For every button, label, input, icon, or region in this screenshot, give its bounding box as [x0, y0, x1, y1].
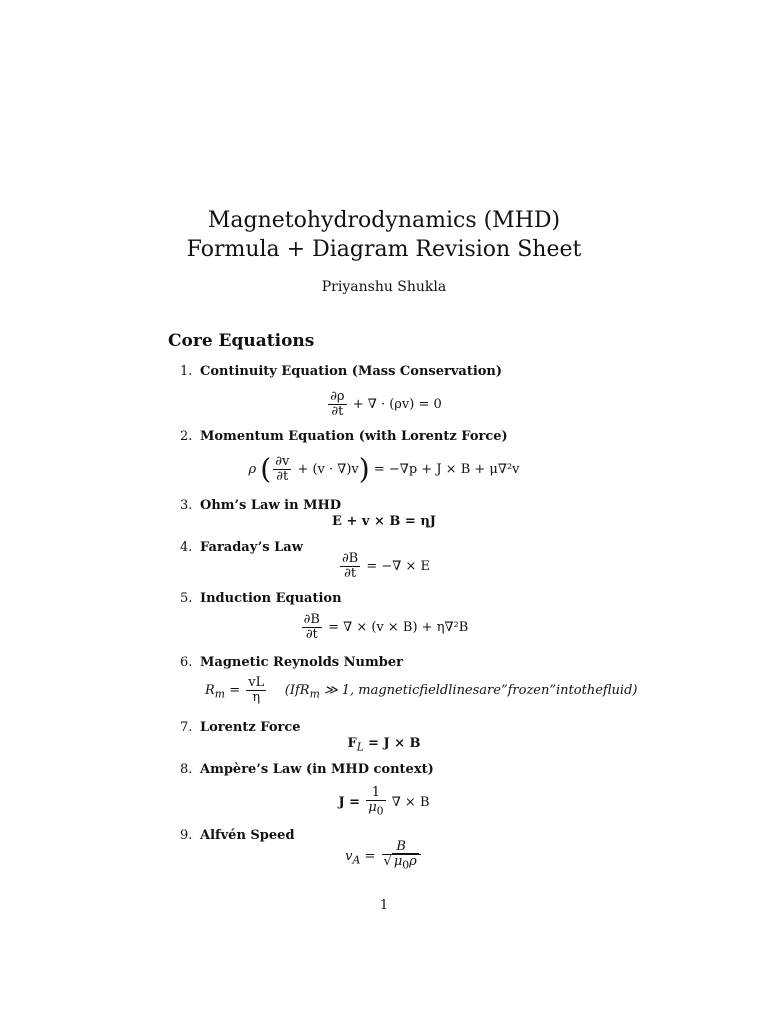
item-label: Ampère’s Law (in MHD context) [200, 762, 434, 777]
equation-alfven: $v_A$ = $\frac{B}{√ \mu_0\rho}$ [0, 840, 768, 873]
item-continuity [180, 364, 502, 379]
note-rest: ≫ 1, magneticfieldlinesare”frozen”intothefluid) [324, 683, 638, 698]
subscript: m [214, 687, 226, 701]
mu-symbol: μ [393, 854, 403, 869]
mu-symbol: μ [368, 800, 377, 815]
right-paren: ) [358, 452, 370, 486]
mu-subscript: 0 [402, 858, 410, 872]
item-label: Magnetic Reynolds Number [200, 655, 403, 670]
item-number: 9. [180, 828, 193, 843]
author: Priyanshu Shukla [321, 279, 447, 295]
lhs: F [347, 736, 357, 751]
equation-reynolds: $R_m$ = $\frac{vL}{\eta}$ (IfR$_m$ ≫ 1, magneticfieldlinesare”frozen”intothefluid) [205, 675, 638, 705]
fraction [273, 455, 291, 484]
rho-symbol: ρ [409, 854, 417, 869]
left-paren: ( [260, 452, 272, 486]
page-number: 1 [379, 898, 389, 913]
item-label: Lorentz Force [200, 720, 301, 735]
item-number: 3. [180, 498, 193, 513]
lhs: v [345, 848, 353, 864]
equation-rest: ∇ × B [391, 794, 430, 810]
equation-continuity [0, 390, 768, 419]
fraction [366, 786, 385, 819]
subscript: A [352, 853, 361, 867]
numerator [382, 840, 421, 854]
sqrt-radicand [392, 853, 419, 872]
equation-momentum [0, 452, 768, 486]
equation-lorentz [0, 736, 768, 754]
item-label: Alfvén Speed [200, 828, 295, 843]
fraction [328, 390, 346, 419]
equation-rest: + ∇ · (ρv) = 0 [352, 397, 442, 412]
item-ohm [180, 498, 341, 513]
equation-ampere [0, 786, 768, 819]
denominator-subscript: 0 [376, 804, 384, 818]
numerator: ∂v [275, 454, 290, 469]
lhs: R [205, 683, 215, 698]
denominator: ∂t [328, 404, 346, 419]
item-label: Faraday’s Law [200, 540, 303, 555]
numerator: ∂ρ [330, 389, 345, 404]
item-number: 7. [180, 720, 193, 735]
numerator: 1 [371, 785, 381, 800]
fraction [302, 613, 322, 642]
denominator: ∂t [302, 627, 322, 642]
numerator: vL [248, 675, 265, 690]
item-reynolds [180, 655, 403, 670]
item-label: Momentum Equation (with Lorentz Force) [200, 429, 508, 444]
item-number: 5. [180, 591, 193, 606]
item-number: 6. [180, 655, 193, 670]
fraction [382, 840, 421, 873]
title-line-1: Magnetohydrodynamics (MHD) [207, 208, 561, 233]
equation-inner: + (v · ∇)v [297, 462, 359, 477]
lhs: J = [338, 794, 361, 810]
item-number: 4. [180, 540, 193, 555]
item-label: Induction Equation [200, 591, 342, 606]
equation-text: E + v × B = ηJ [332, 514, 436, 529]
equation-induction [0, 613, 768, 642]
item-label: Ohm’s Law in MHD [200, 498, 342, 513]
denominator: ∂t [340, 566, 360, 581]
equation-faraday [0, 552, 768, 581]
item-ampere [180, 762, 434, 777]
item-lorentz [180, 720, 301, 735]
denominator [366, 800, 385, 819]
rho-symbol: ρ [248, 462, 257, 477]
b-symbol: B [396, 839, 406, 854]
numerator: ∂B [341, 551, 359, 566]
equation-rest: = −∇p + J × B + μ∇²v [373, 462, 520, 477]
note-subscript: m [309, 687, 320, 701]
fraction [340, 552, 360, 581]
denominator: √ $\mu_0\rho$ [382, 854, 421, 873]
numerator: ∂B [303, 612, 320, 627]
equation-rest: = J × B [368, 736, 421, 751]
item-number: 8. [180, 762, 193, 777]
denominator: ∂t [273, 469, 291, 484]
item-induction [180, 591, 342, 606]
equation-ohm [0, 514, 768, 529]
subscript: L [356, 740, 364, 754]
fraction [246, 676, 266, 705]
equation-rest: = ∇ × (v × B) + η∇²B [328, 620, 469, 635]
section-heading: Core Equations [168, 331, 315, 351]
title-line-2: Formula + Diagram Revision Sheet [186, 237, 582, 262]
item-number: 1. [180, 364, 193, 379]
note: (IfR [284, 683, 310, 698]
item-momentum [180, 429, 508, 444]
denominator: η [246, 690, 266, 705]
item-label: Continuity Equation (Mass Conservation) [200, 364, 503, 379]
item-number: 2. [180, 429, 193, 444]
equation-rest: = −∇ × E [366, 559, 431, 574]
